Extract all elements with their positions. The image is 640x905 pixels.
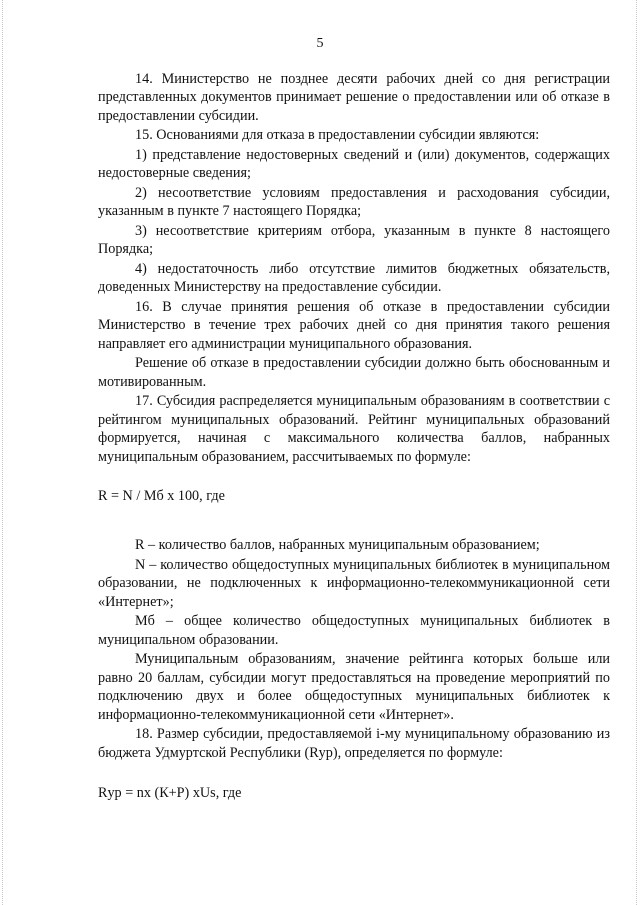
- paragraph: 17. Субсидия распределяется муниципальным образованиям в соответствии с рейтингом муниципальных образований. Рейтинг муниципальных образований формируется, начиная с максимального количества баллов, набранных муниципальным образованием, рассчитываемых по формуле:: [98, 393, 610, 465]
- scan-edge-right: [636, 0, 638, 905]
- paragraph: 14. Министерство не позднее десяти рабочих дней со дня регистрации представленных документов принимает решение о предоставлении или об отказе в предоставлении субсидии.: [98, 71, 610, 124]
- paragraph: 2) несоответствие условиям предоставления и расходования субсидии, указанным в пункте 7 настоящего Порядка;: [98, 185, 610, 220]
- formula-subsidy: Rур = nх (К+Р) хUs, где: [98, 785, 242, 802]
- paragraph: N – количество общедоступных муниципальных библиотек в муниципальном образовании, не подключенных к информационно-телекоммуникационной сети «Интернет»;: [98, 557, 610, 610]
- paragraph: Решение об отказе в предоставлении субсидии должно быть обоснованным и мотивированным.: [98, 355, 610, 390]
- paragraph: 4) недостаточность либо отсутствие лимитов бюджетных обязательств, доведенных Министерству на предоставление субсидии.: [98, 261, 610, 296]
- paragraph: Мб – общее количество общедоступных муниципальных библиотек в муниципальном образовании.: [98, 613, 610, 648]
- paragraph: Муниципальным образованиям, значение рейтинга которых больше или равно 20 баллам, субсидии могут предоставляться на проведение мероприятий по подключению двух и более общедоступных муниципальных библиотек к информационно-телекоммуникационной сети «Интернет».: [98, 651, 610, 723]
- scan-edge-left: [2, 0, 4, 905]
- paragraph: 18. Размер субсидии, предоставляемой i-му муниципальному образованию из бюджета Удмуртской Республики (Rур), определяется по формуле:: [98, 726, 610, 761]
- paragraph: 3) несоответствие критериям отбора, указанным в пункте 8 настоящего Порядка;: [98, 223, 610, 258]
- formula-rating: R = N / Мб х 100, где: [98, 488, 225, 505]
- paragraph: 1) представление недостоверных сведений и (или) документов, содержащих недостоверные сведения;: [98, 147, 610, 182]
- paragraph: 15. Основаниями для отказа в предоставлении субсидии являются:: [135, 127, 540, 144]
- document-body: [98, 70, 610, 802]
- paragraph: 16. В случае принятия решения об отказе в предоставлении субсидии Министерство в течение трех рабочих дней со дня принятия такого решения направляет его администрации муниципального образования.: [98, 299, 610, 352]
- page-number: 5: [316, 36, 324, 51]
- paragraph: R – количество баллов, набранных муниципальным образованием;: [135, 537, 540, 554]
